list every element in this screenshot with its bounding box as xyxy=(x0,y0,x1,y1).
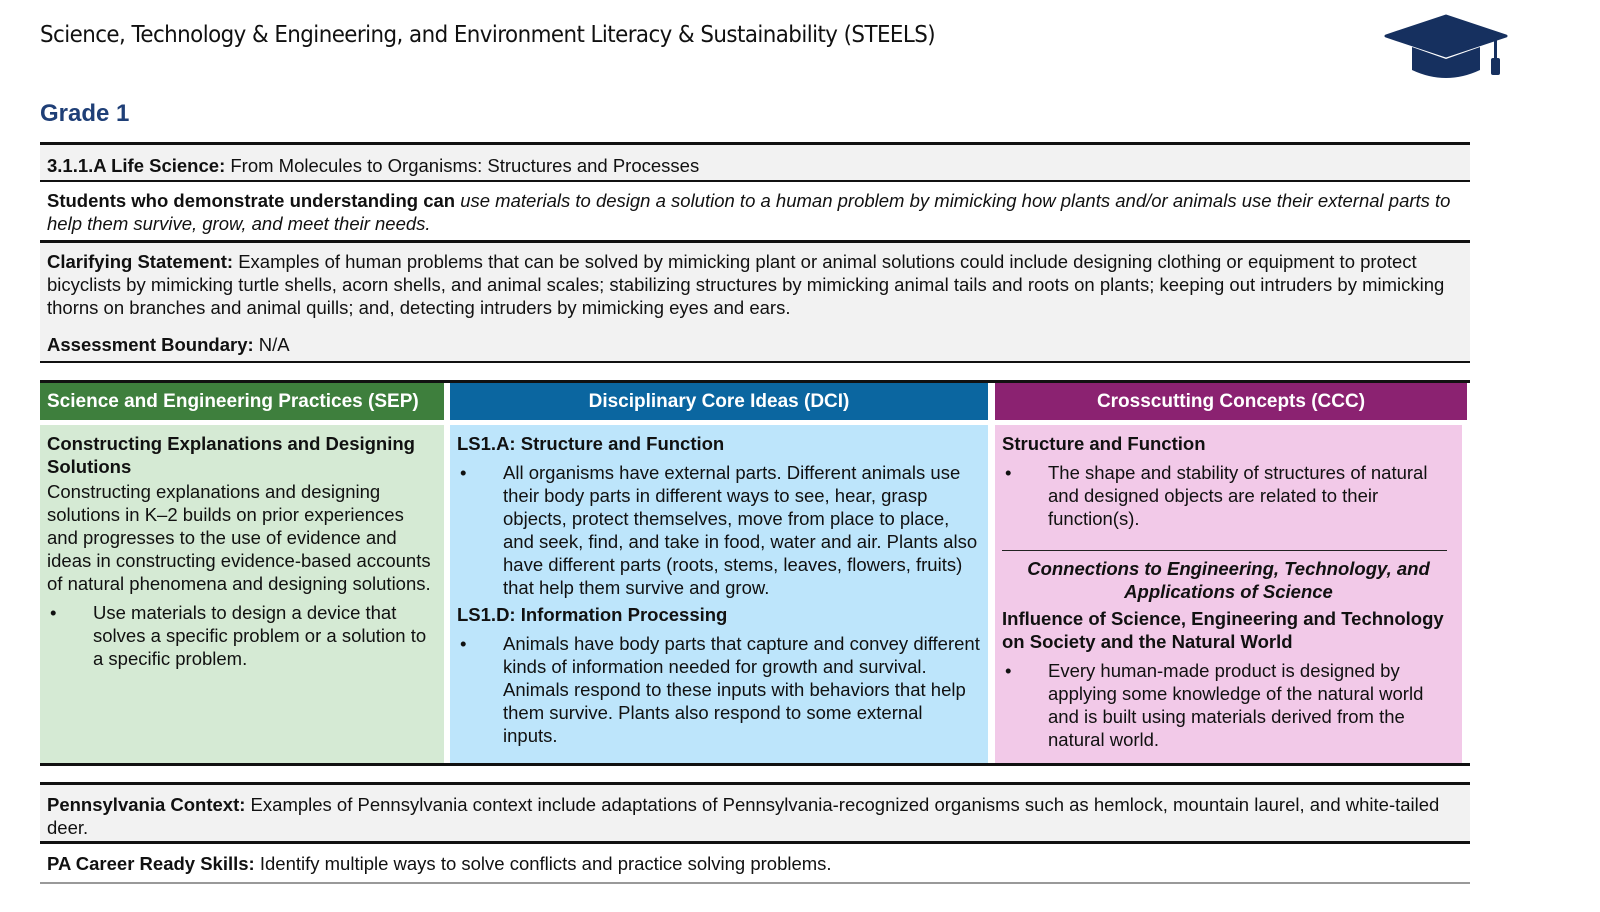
clarifying-text: Examples of human problems that can be solved by mimicking plant or animal solutions could include designing clothing or equipment to protect bicyclists by mimicking turtle shells, acorn shells, and animal scales; stabilizing structures by mimicking animal tails and roots on plants; keeping out intruders by mimicking thorns on branches and animal quills; and, detecting intruders by mimicking eyes and ears. xyxy=(47,251,1445,318)
dci-heading-ls1d: LS1.D: Information Processing xyxy=(457,604,728,625)
bullet-icon: • xyxy=(1005,660,1012,681)
influence-heading: Influence of Science, Engineering and Technology on Society and the Natural World xyxy=(1002,608,1444,652)
dci-header: Disciplinary Core Ideas (DCI) xyxy=(450,383,988,425)
dci-body xyxy=(450,425,988,763)
ccc-bullet xyxy=(1002,461,1455,530)
influence-bullet xyxy=(1002,659,1455,751)
sep-bullet xyxy=(47,601,437,670)
assessment-boundary-text: N/A xyxy=(253,334,290,355)
standard-code: 3.1.1.A Life Science: xyxy=(47,155,226,176)
dci-heading-ls1a: LS1.A: Structure and Function xyxy=(457,433,725,454)
assessment-boundary-label: Assessment Boundary: xyxy=(47,334,254,355)
sep-body xyxy=(40,425,444,763)
sep-heading: Constructing Explanations and Designing Solutions xyxy=(47,433,415,477)
dci-bullet-ls1a xyxy=(457,461,981,599)
document-title: Science, Technology & Engineering, and Environment Literacy & Sustainability (STEELS) xyxy=(40,22,936,48)
performance-expectation-lead: Students who demonstrate understanding can xyxy=(47,190,456,211)
ccc-header: Crosscutting Concepts (CCC) xyxy=(995,383,1467,425)
career-ready-row xyxy=(40,844,1470,884)
career-label: PA Career Ready Skills: xyxy=(47,853,255,874)
influence-bullet-text: Every human-made product is designed by applying some knowledge of the natural world and is built using materials derived from the natural world. xyxy=(1048,660,1424,750)
grade-heading: Grade 1 xyxy=(40,100,130,127)
dci-bullet-text: Animals have body parts that capture and convey different kinds of information needed for growth and survival. Animals respond to these inputs with behaviors that help them survive. Plants also respond to some external inputs. xyxy=(503,633,980,746)
divider xyxy=(1002,550,1447,551)
bullet-icon: • xyxy=(460,462,467,483)
performance-expectation-text: use materials to design a solution to a human problem by mimicking how plants and/or animals use their external parts to help them survive, grow, and meet their needs. xyxy=(47,190,1451,234)
pa-context-text: Examples of Pennsylvania context include adaptations of Pennsylvania-recognized organisms such as hemlock, mountain laurel, and white-tailed deer. xyxy=(47,794,1440,838)
career-text: Identify multiple ways to solve conflicts and practice solving problems. xyxy=(254,853,832,874)
standard-title: From Molecules to Organisms: Structures and Processes xyxy=(225,155,700,176)
bullet-icon: • xyxy=(50,602,57,623)
ccc-bullet-text: The shape and stability of structures of natural and designed objects are related to their function(s). xyxy=(1048,462,1428,529)
dci-bullet-ls1d xyxy=(457,632,981,747)
dci-bullet-text: All organisms have external parts. Different animals use their body parts in different ways to see, hear, grasp objects, protect themselves, move from place to place, and seek, find, and take in food, water and air. Plants also have different parts (roots, stems, leaves, flowers, fruits) that help them survive and grow. xyxy=(503,462,978,598)
assessment-boundary xyxy=(47,333,1463,356)
connections-title: Connections to Engineering, Technology, and Applications of Science xyxy=(1027,558,1430,602)
clarifying-row xyxy=(40,243,1470,363)
graduation-cap-icon xyxy=(1384,14,1508,80)
sep-header: Science and Engineering Practices (SEP) xyxy=(40,383,444,425)
pennsylvania-context-row xyxy=(40,782,1470,844)
sep-bullet-text: Use materials to design a device that solves a specific problem or a solution to a specific problem. xyxy=(93,602,427,669)
three-dimensions-table xyxy=(40,380,1470,766)
ccc-column xyxy=(995,383,1467,763)
dci-column xyxy=(450,383,988,763)
clarifying-statement xyxy=(47,250,1463,319)
performance-expectation-row xyxy=(40,182,1470,243)
standard-row xyxy=(40,142,1470,182)
clarifying-label: Clarifying Statement: xyxy=(47,251,234,272)
sep-column xyxy=(40,383,444,763)
ccc-body xyxy=(995,425,1462,763)
sep-paragraph: Constructing explanations and designing solutions in K–2 builds on prior experiences and progresses to the use of evidence and ideas in constructing evidence-based accounts of natural phenomena and designing solutions. xyxy=(47,481,431,594)
bullet-icon: • xyxy=(460,633,467,654)
pa-context-label: Pennsylvania Context: xyxy=(47,794,246,815)
ccc-heading: Structure and Function xyxy=(1002,433,1206,454)
bullet-icon: • xyxy=(1005,462,1012,483)
